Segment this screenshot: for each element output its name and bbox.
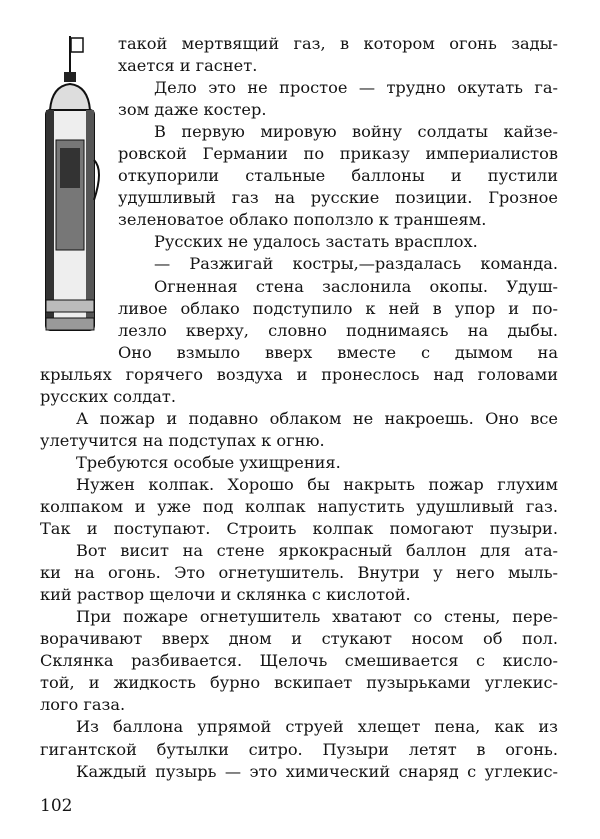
text-line: удушливый газ на русские позиции. Грозное <box>118 188 558 208</box>
text-line: зом даже костер. <box>118 100 267 120</box>
text-line: ворачивают вверх дном и стукают носом об пол. <box>40 629 558 649</box>
text-line: Требуются особые ухищрения. <box>76 452 341 472</box>
text-line: Нужен колпак. Хорошо бы накрыть пожар глухим <box>76 474 558 494</box>
text-line: лезло кверху, словно поднимаясь на дыбы. <box>118 320 558 340</box>
text-line: гигантской бутылки ситро. Пузыри летят в огонь. <box>40 739 558 759</box>
text-line: ки на огонь. Это огнетушитель. Внутри у него мыль- <box>40 563 558 583</box>
body-text <box>0 33 600 783</box>
text-line: ровской Германии по приказу империалистов <box>118 144 558 164</box>
text-line: Так и поступают. Строить колпак помогают пузыри. <box>40 519 558 539</box>
text-line: русских солдат. <box>40 386 177 406</box>
text-line: Оно взмыло вверх вместе с дымом на <box>118 342 558 362</box>
text-line: При пожаре огнетушитель хватают со стены, пере- <box>76 607 558 627</box>
text-line: откупорили стальные баллоны и пустили <box>118 166 558 186</box>
text-line: — Разжигай костры,—раздалась команда. <box>154 254 558 274</box>
text-line: той, и жидкость бурно вскипает пузырьками углекис- <box>40 673 558 693</box>
text-line: Русских не удалось застать врасплох. <box>154 232 478 252</box>
text-line: зеленоватое облако поползло к траншеям. <box>118 210 487 230</box>
text-line: крыльях горячего воздуха и пронеслось над головами <box>40 364 558 384</box>
text-line: лого газа. <box>40 695 126 715</box>
text-line: В первую мировую войну солдаты кайзе- <box>154 122 558 142</box>
text-line: Огненная стена заслонила окопы. Удуш- <box>154 276 558 296</box>
text-line: хается и гаснет. <box>118 56 258 76</box>
text-line: Склянка разбивается. Щелочь смешивается с кисло- <box>40 651 558 671</box>
text-line: улетучится на подступах к огню. <box>40 430 325 450</box>
text-line: Дело это не простое — трудно окутать га- <box>154 78 558 98</box>
text-line: ливое облако подступило к ней в упор и по- <box>118 298 558 318</box>
text-line: Вот висит на стене яркокрасный баллон для ата- <box>76 541 558 561</box>
page-number: 102 <box>40 796 73 816</box>
text-line: Каждый пузырь — это химический снаряд с углекис- <box>76 761 558 781</box>
text-line: Из баллона упрямой струей хлещет пена, как из <box>76 717 558 737</box>
text-line: такой мертвящий газ, в котором огонь зады- <box>118 34 558 53</box>
text-line: кий раствор щелочи и склянка с кислотой. <box>40 585 411 605</box>
text-line: А пожар и подавно облаком не накроешь. Оно все <box>76 408 558 428</box>
text-line: колпаком и уже под колпак напустить удушливый газ. <box>40 496 558 516</box>
